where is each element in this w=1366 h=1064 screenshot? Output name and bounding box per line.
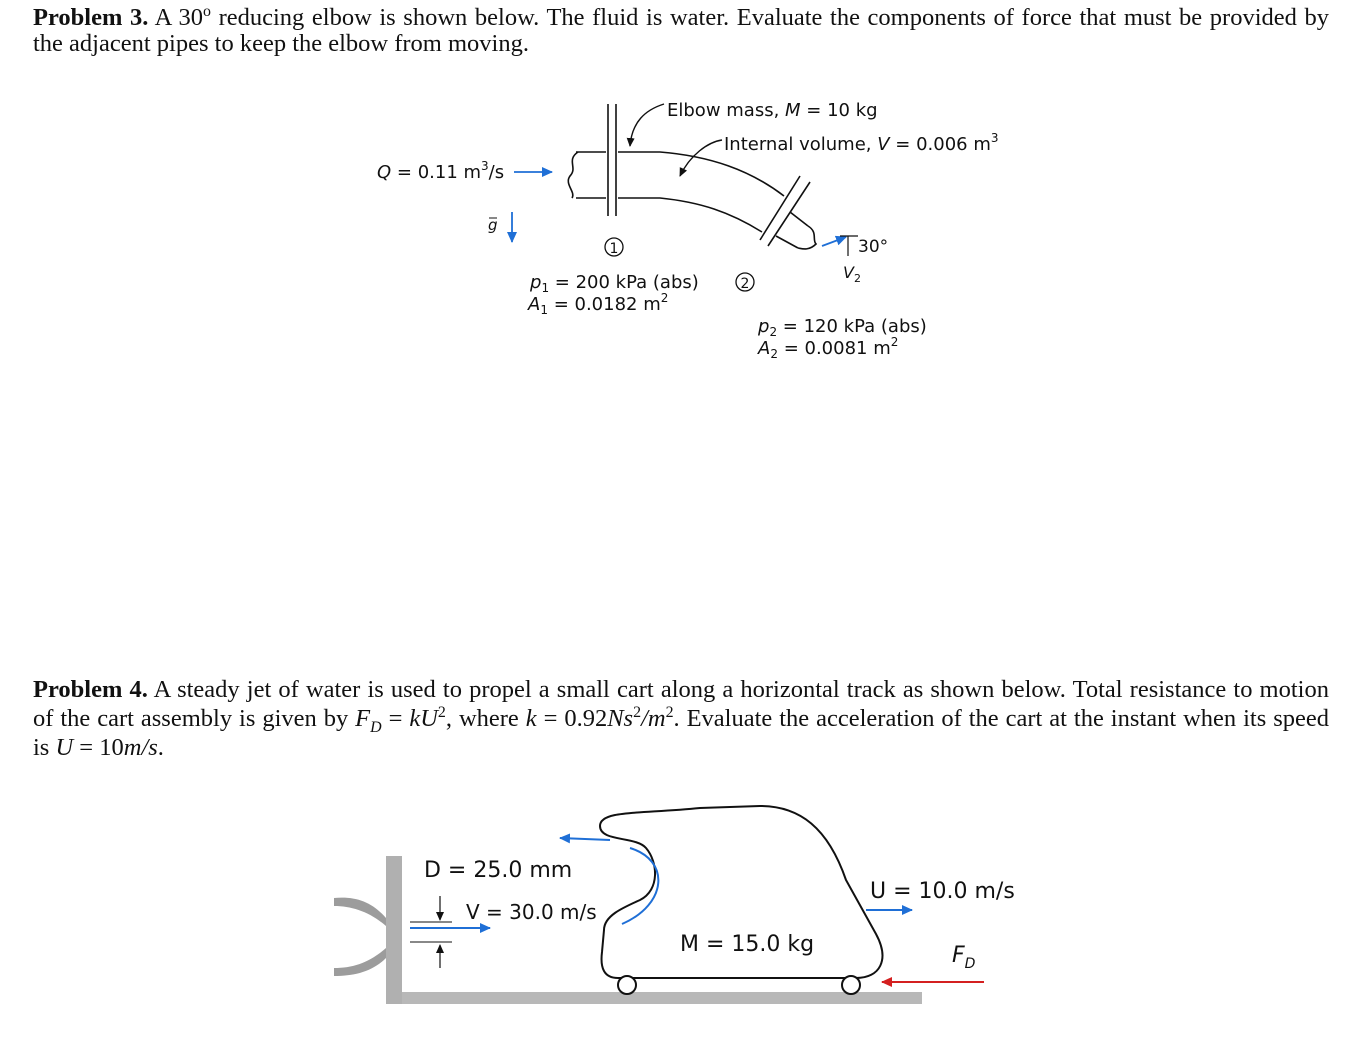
deflected-jet-arrow	[560, 838, 610, 840]
v2-arrow	[822, 237, 846, 246]
pipe-break-left	[568, 152, 578, 198]
problem-4-text-a: A steady jet of water is used to propel a small cart along a horizontal track as shown below. Total resistance to motion of the cart assembly is given by	[33, 676, 1329, 732]
flow-rate-label: Q = 0.11 $m^3/s$	[377, 159, 505, 183]
nozzle-support	[386, 856, 402, 1004]
outlet-pipe	[776, 212, 808, 248]
u-unit: m/s	[123, 734, 158, 761]
a1-label: $A_1 = 0.0182$ $m^2$	[528, 291, 669, 317]
eq-sign: =	[381, 705, 410, 732]
flange-2-left	[760, 176, 800, 240]
problem-4-heading: Problem 4.	[33, 676, 148, 703]
jet-speed-label: V = 30.0 m/s	[466, 900, 597, 924]
degree-sup: o	[203, 2, 211, 20]
problem-3-heading: Problem 3.	[33, 4, 149, 31]
mass-leader-arrow	[630, 104, 664, 146]
k-unit-exponent: 2	[633, 703, 642, 721]
ground-track	[388, 992, 922, 1004]
p2-label: $p_2 = 120$ kPa (abs)	[758, 316, 927, 339]
fd-subscript: D	[370, 718, 382, 736]
angle-label: 30°	[858, 237, 889, 257]
a2-label: $A_2 = 0.0081$ $m^2$	[758, 335, 899, 361]
section-1-number: 1	[609, 241, 619, 257]
k-unit-div-exponent: 2	[665, 703, 674, 721]
flange-2-right	[768, 182, 810, 246]
k-unit: Ns	[607, 705, 634, 732]
cart-speed-label: U = 10.0 m/s	[870, 879, 1015, 904]
internal-volume-label: Internal volume, V = 0.006 $m^3$	[724, 131, 999, 155]
diameter-label: D = 25.0 mm	[424, 858, 573, 883]
gravity-label: g	[488, 216, 498, 234]
v2-label: $V_2$	[843, 263, 861, 285]
nozzle-lower	[334, 948, 386, 976]
mass-label: M = 15.0 kg	[680, 932, 815, 957]
problem-3-text-a: A 30	[148, 4, 204, 31]
drag-label: $F_D$	[952, 943, 976, 972]
u-value: = 10	[73, 734, 124, 761]
problem-3-text-b: reducing elbow is shown below. The fluid is water. Evaluate the components of force that must be provided by the adjacent pipes to keep the elbow from moving.	[33, 4, 1329, 57]
fd-symbol: F	[355, 705, 371, 732]
ku-symbol: kU	[409, 705, 438, 732]
problem-4-text-c: . Evaluate the acceleration of the cart at the instant when its speed is	[33, 705, 1329, 761]
wheel-left	[618, 976, 636, 994]
cart-figure	[334, 806, 1015, 1004]
problem-4-text-b: , where	[445, 705, 526, 732]
section-2-number: 2	[740, 276, 750, 292]
wheel-right	[842, 976, 860, 994]
ku-exponent: 2	[437, 703, 446, 721]
u-symbol: U	[55, 734, 74, 761]
k-unit-div: /m	[641, 705, 666, 732]
nozzle-upper	[334, 898, 386, 926]
elbow-body-bottom	[618, 198, 762, 232]
elbow-body-top	[618, 152, 784, 196]
pipe-break-right	[798, 226, 816, 249]
p1-label: $p_1 = 200$ kPa (abs)	[530, 272, 699, 295]
elbow-mass-label: Elbow mass, M = 10 kg	[667, 100, 878, 121]
k-value: = 0.92	[536, 705, 608, 732]
problem-4-end: .	[157, 734, 164, 761]
k-symbol: k	[525, 705, 537, 732]
problem-4-statement	[33, 675, 1329, 762]
